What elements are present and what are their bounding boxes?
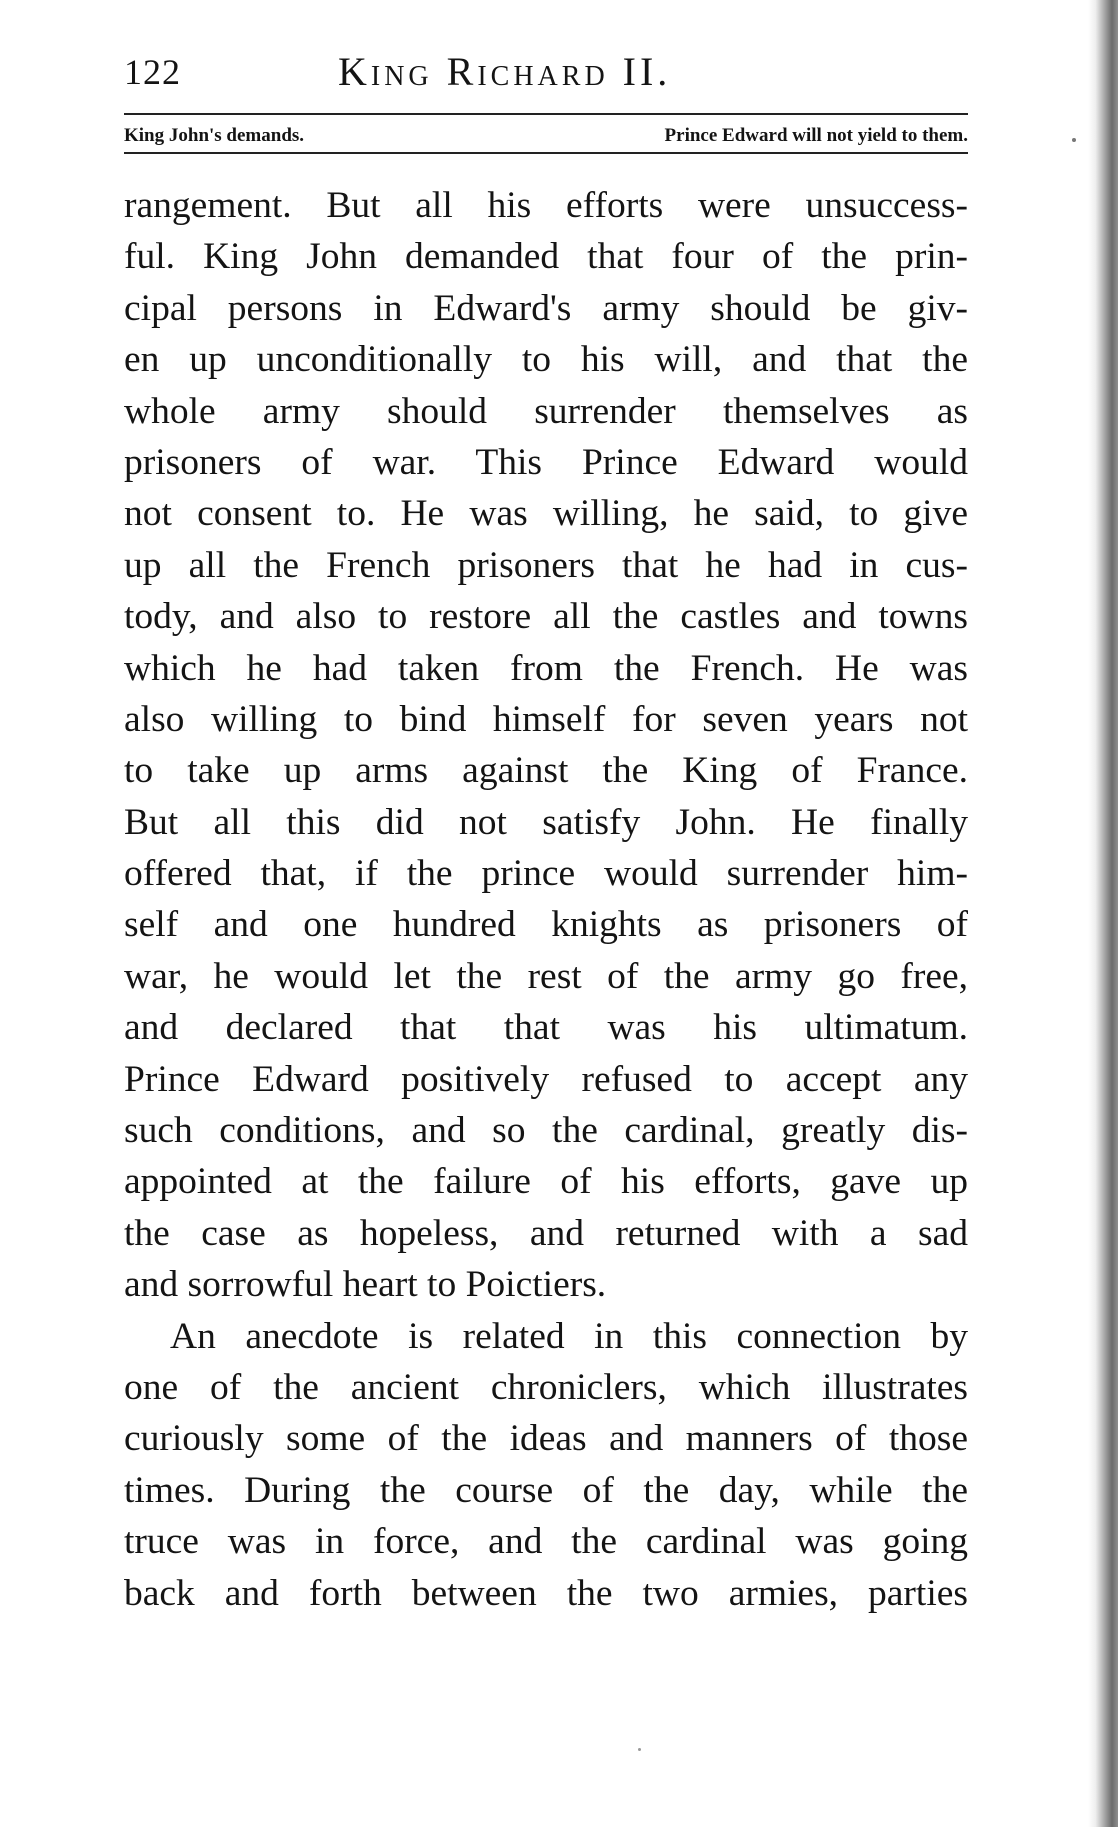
text-line: and sorrowful heart to Poictiers. [124, 1264, 607, 1306]
marginal-note-left: King John's demands. [124, 125, 305, 146]
text-line: offered that, if the prince would surrender him- [124, 853, 968, 895]
scan-speck [1072, 138, 1076, 142]
text-line: and declared that that was his ultimatum. [124, 1007, 968, 1049]
text-line: self and one hundred knights as prisoners of [124, 904, 968, 946]
page-number: 122 [124, 52, 181, 92]
text-line: tody, and also to restore all the castles and towns [124, 596, 968, 638]
text-line: But all this did not satisfy John. He finally [124, 801, 968, 843]
text-line: up all the French prisoners that he had in cus- [124, 544, 968, 586]
text-line: ful. King John demanded that four of the prin- [124, 236, 968, 278]
text-line: also willing to bind himself for seven years not [124, 698, 968, 740]
text-line: cipal persons in Edward's army should be giv- [124, 287, 968, 329]
text-line: whole army should surrender themselves as [124, 390, 968, 432]
book-title: King Richard II. [338, 49, 672, 94]
text-line: one of the ancient chroniclers, which illustrates [124, 1366, 968, 1408]
book-spine-shadow [1088, 0, 1118, 1827]
paragraph-1 [124, 180, 968, 1311]
marginal-notes [124, 124, 968, 148]
body-text [124, 180, 968, 1619]
header-rule-bottom [124, 152, 968, 154]
text-line: appointed at the failure of his efforts, gave up [124, 1161, 968, 1203]
text-line: truce was in force, and the cardinal was going [124, 1521, 968, 1563]
text-line: such conditions, and so the cardinal, greatly dis- [124, 1110, 968, 1152]
text-line: Prince Edward positively refused to accept any [124, 1058, 968, 1100]
scan-speck [638, 1748, 641, 1751]
text-line: the case as hopeless, and returned with a sad [124, 1212, 968, 1254]
text-line: times. During the course of the day, while the [124, 1469, 968, 1511]
text-line: en up unconditionally to his will, and that the [124, 339, 968, 381]
text-line: not consent to. He was willing, he said, to give [124, 493, 968, 535]
running-head [124, 44, 968, 104]
text-line: An anecdote is related in this connection by [170, 1315, 968, 1357]
text-line: which he had taken from the French. He was [124, 647, 968, 689]
text-line: to take up arms against the King of France. [124, 750, 968, 792]
text-line: rangement. But all his efforts were unsuccess- [124, 185, 968, 226]
text-line: curiously some of the ideas and manners of those [124, 1418, 968, 1460]
paragraph-2 [124, 1311, 968, 1619]
text-line: back and forth between the two armies, parties [124, 1572, 968, 1614]
header-rule-top [124, 113, 968, 115]
text-line: prisoners of war. This Prince Edward would [124, 441, 968, 483]
marginal-note-right: Prince Edward will not yield to them. [664, 125, 968, 146]
text-line: war, he would let the rest of the army go free, [124, 955, 968, 997]
